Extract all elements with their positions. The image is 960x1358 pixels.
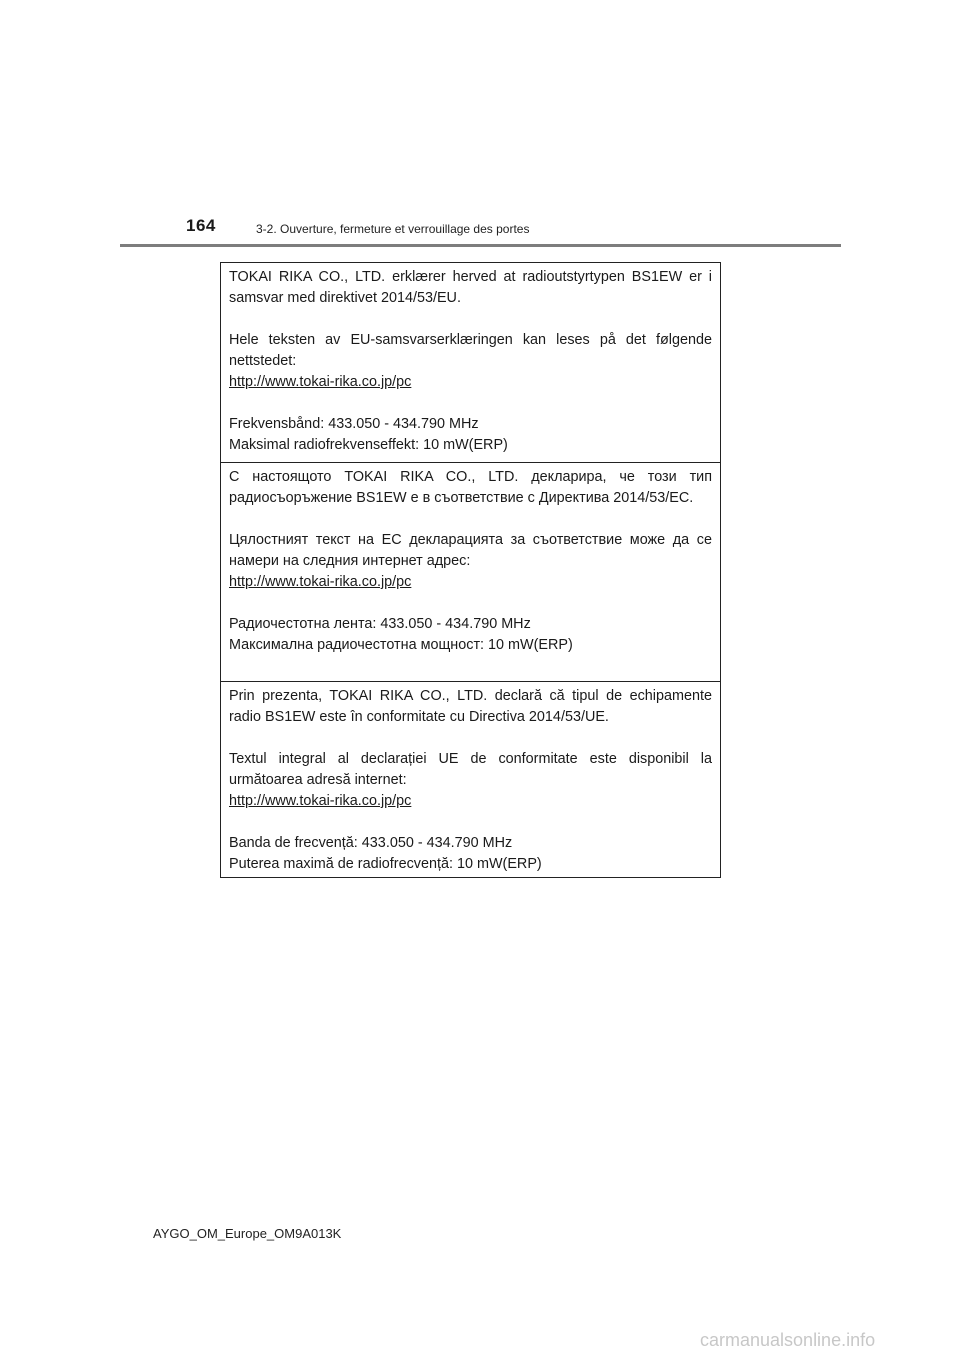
manual-code: AYGO_OM_Europe_OM9A013K: [153, 1226, 342, 1241]
frequency-band-text: Радиочестотна лента: 433.050 - 434.790 MHz: [229, 616, 531, 632]
declaration-text: Prin prezenta, TOKAI RIKA CO., LTD. declară că tipul de echipamente radio BS1EW este în conformitate cu Directiva 2014/53/UE.: [229, 688, 712, 725]
declaration-location: [229, 330, 712, 393]
max-power-text: Максимална радиочестотна мощност: 10 mW(ERP): [229, 637, 573, 653]
watermark: carmanualsonline.info: [700, 1330, 876, 1350]
page-number: 164: [186, 216, 216, 235]
max-power-text: Puterea maximă de radiofrecvență: 10 mW(ERP): [229, 856, 542, 872]
frequency-band-text: Frekvensbånd: 433.050 - 434.790 MHz: [229, 416, 479, 432]
notice-cell-bulgarian: [221, 463, 720, 682]
conformity-notices-table: [220, 262, 721, 878]
frequency-band-text: Banda de frecvență: 433.050 - 434.790 MHz: [229, 835, 513, 851]
declaration-link[interactable]: http://www.tokai-rika.co.jp/pc: [229, 374, 412, 390]
declaration-location: [229, 749, 712, 812]
declaration-location-text: Hele teksten av EU-samsvarserklæringen kan leses på det følgende nettstedet:: [229, 332, 712, 369]
declaration-text: С настоящото TOKAI RIKA CO., LTD. декларира, че този тип радиосъоръжение BS1EW е в съответствие с Директива 2014/53/ЕС.: [229, 469, 712, 506]
declaration-location: [229, 530, 712, 593]
max-power-text: Maksimal radiofrekvenseffekt: 10 mW(ERP): [229, 437, 508, 453]
radio-specs: [229, 833, 712, 875]
radio-specs: [229, 614, 712, 656]
declaration-location-text: Textul integral al declarației UE de conformitate este disponibil la următoarea adresă internet:: [229, 751, 712, 788]
radio-specs: [229, 414, 712, 456]
declaration-link[interactable]: http://www.tokai-rika.co.jp/pc: [229, 793, 412, 809]
notice-cell-danish: [221, 263, 720, 463]
declaration-text: TOKAI RIKA CO., LTD. erklærer herved at radioutstyrtypen BS1EW er i samsvar med direktivet 2014/53/EU.: [229, 269, 712, 306]
header-divider: [120, 244, 841, 247]
declaration-location-text: Цялостният текст на ЕС декларацията за съответствие може да се намери на следния интернет адрес:: [229, 532, 712, 569]
section-title: 3-2. Ouverture, fermeture et verrouillage des portes: [256, 222, 530, 236]
declaration-link[interactable]: http://www.tokai-rika.co.jp/pc: [229, 574, 412, 590]
notice-cell-romanian: [221, 682, 720, 877]
